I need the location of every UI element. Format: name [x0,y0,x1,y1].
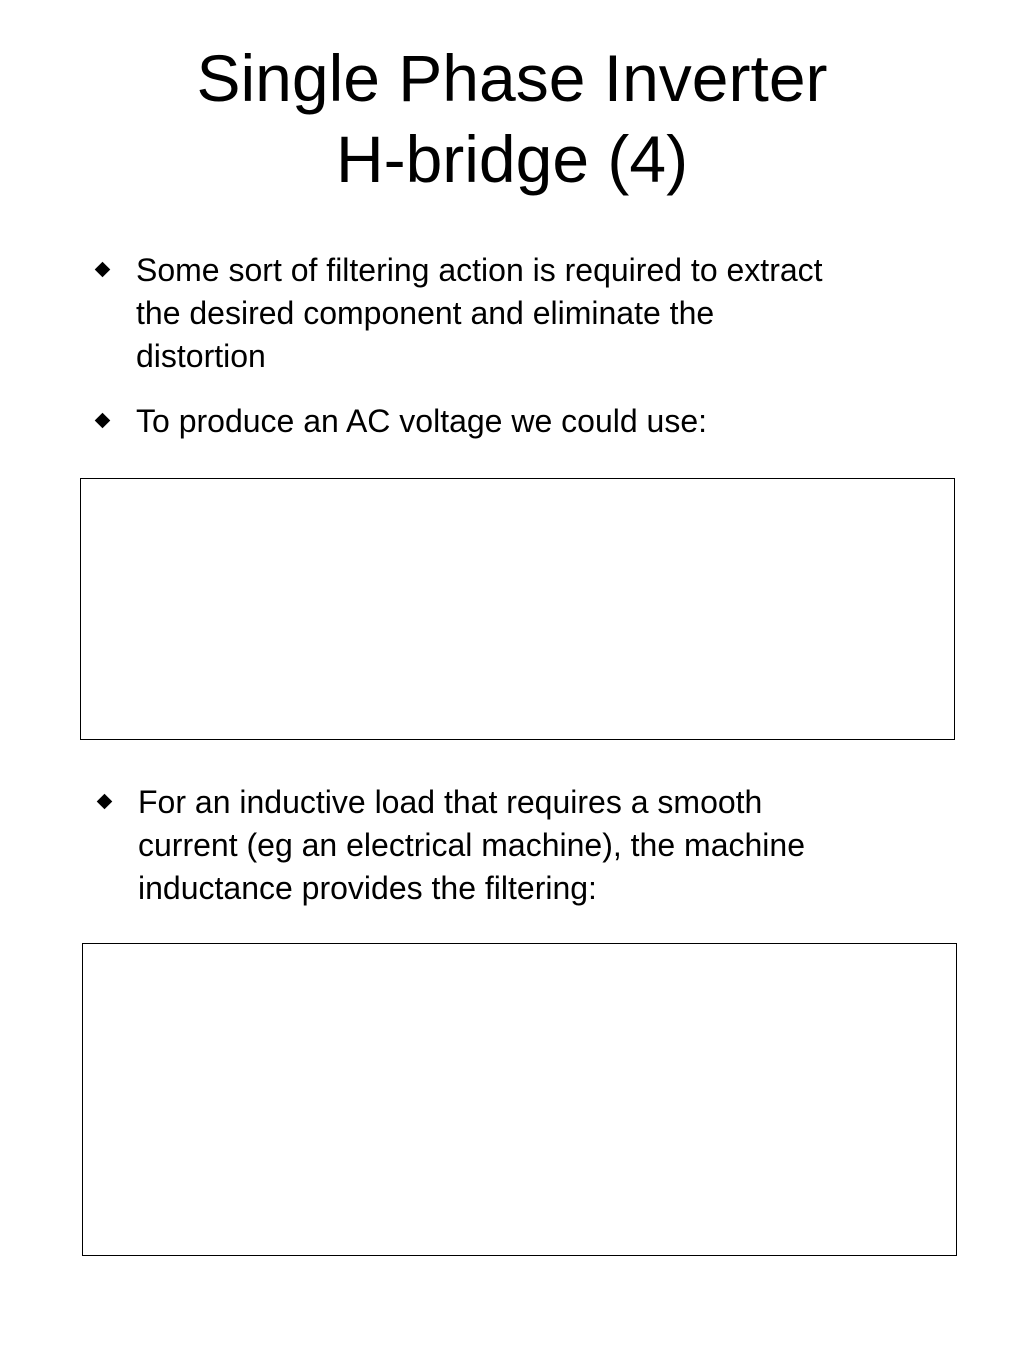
bullet-text-line: Some sort of filtering action is required to extract [136,252,823,288]
slide-title-line-2: H-bridge (4) [335,122,689,196]
bullet-filtering-text [136,249,823,378]
slide-title-line-1: Single Phase Inverter [196,41,828,115]
diamond-bullet-icon [92,249,112,292]
bullet-ac-voltage-text [136,400,707,443]
bullet-text-line: the desired component and eliminate the [136,295,715,331]
bullet-text-line: inductance provides the filtering: [138,870,597,906]
bullet-inductive-load-text [138,781,805,910]
figure-placeholder-inductive-filter [82,943,957,1256]
bullet-text-line: For an inductive load that requires a smooth [138,784,763,820]
bullet-text-line: current (eg an electrical machine), the machine [138,827,805,863]
bullet-inductive-load [94,781,805,910]
diamond-bullet-icon [92,400,112,443]
diamond-bullet-icon [94,781,114,824]
bullet-filtering [92,249,823,378]
figure-placeholder-ac-filter [80,478,955,740]
bullet-text-line: To produce an AC voltage we could use: [136,403,708,439]
slide-title [0,38,1024,200]
bullet-text-line: distortion [136,338,266,374]
bullet-ac-voltage [92,400,707,443]
